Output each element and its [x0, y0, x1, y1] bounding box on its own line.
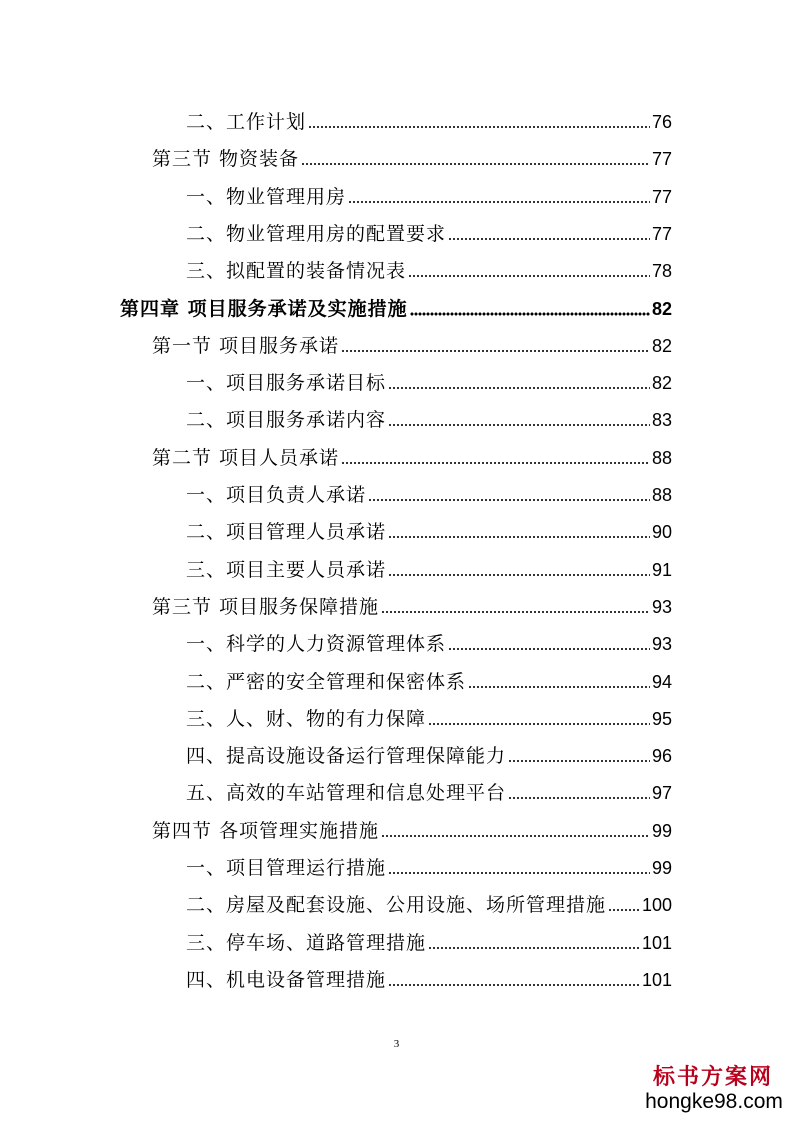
toc-entry-page: 77	[651, 187, 672, 207]
dot-leader	[341, 339, 650, 353]
toc-entry[interactable]	[186, 510, 672, 544]
dot-leader	[341, 451, 650, 465]
toc-entry-page: 93	[651, 597, 672, 617]
toc-entry-label: 一、物业管理用房	[186, 186, 347, 208]
dot-leader	[428, 936, 640, 950]
toc-entry-page: 83	[651, 410, 672, 430]
toc-entry[interactable]	[186, 921, 672, 955]
toc-entry[interactable]	[152, 324, 672, 358]
toc-entry[interactable]	[186, 100, 672, 134]
toc-entry-page: 82	[651, 373, 672, 393]
dot-leader	[388, 376, 650, 390]
toc-entry[interactable]	[186, 212, 672, 246]
toc-entry[interactable]	[186, 734, 672, 768]
toc-entry[interactable]	[186, 883, 672, 917]
dot-leader	[508, 786, 650, 800]
dot-leader	[388, 563, 650, 577]
toc-entry-page: 101	[641, 933, 672, 953]
dot-leader	[508, 749, 650, 763]
toc-entry[interactable]	[120, 287, 672, 321]
dot-leader	[301, 152, 650, 166]
toc-entry-page: 93	[651, 634, 672, 654]
toc-entry[interactable]	[186, 175, 672, 209]
toc-entry-page: 94	[651, 672, 672, 692]
toc-entry-label: 二、房屋及配套设施、公用设施、场所管理措施	[186, 894, 607, 916]
toc-entry-page: 99	[651, 858, 672, 878]
toc-entry[interactable]	[152, 137, 672, 171]
dot-leader	[388, 525, 650, 539]
toc-entry-page: 76	[651, 112, 672, 132]
dot-leader	[368, 488, 650, 502]
toc-entry-label: 一、项目管理运行措施	[186, 857, 387, 879]
toc-entry[interactable]	[186, 622, 672, 656]
toc-entry-label: 三、项目主要人员承诺	[186, 559, 387, 581]
toc-entry-label: 二、工作计划	[186, 111, 307, 133]
toc-entry-page: 82	[651, 336, 672, 356]
toc-entry-label: 三、停车场、道路管理措施	[186, 932, 427, 954]
toc-entry[interactable]	[152, 436, 672, 470]
dot-leader	[388, 413, 650, 427]
watermark-site-name: 标书方案网	[652, 1064, 773, 1090]
toc-entry-label: 二、项目管理人员承诺	[186, 521, 387, 543]
toc-entry-page: 101	[641, 970, 672, 990]
dot-leader	[448, 637, 650, 651]
dot-leader	[428, 712, 650, 726]
toc-entry-page: 95	[651, 709, 672, 729]
toc-entry-label: 二、项目服务承诺内容	[186, 409, 387, 431]
toc-entry-label: 第二节 项目人员承诺	[152, 447, 340, 469]
toc-entry-page: 96	[651, 746, 672, 766]
toc-entry-page: 90	[651, 522, 672, 542]
toc-entry-page: 88	[651, 485, 672, 505]
dot-leader	[381, 824, 650, 838]
dot-leader	[348, 190, 650, 204]
toc-entry-label: 第三节 物资装备	[152, 148, 300, 170]
toc-entry-label: 一、项目负责人承诺	[186, 484, 367, 506]
watermark-url: hongke98.com	[645, 1090, 783, 1113]
dot-leader	[388, 973, 640, 987]
dot-leader	[388, 861, 650, 875]
toc-entry-label: 四、提高设施设备运行管理保障能力	[186, 745, 507, 767]
toc-entry-label: 二、严密的安全管理和保密体系	[186, 671, 467, 693]
toc-entry[interactable]	[152, 809, 672, 843]
toc-entry[interactable]	[186, 771, 672, 805]
toc-entry-label: 四、机电设备管理措施	[186, 969, 387, 991]
toc-entry[interactable]	[186, 660, 672, 694]
toc-entry-label: 一、科学的人力资源管理体系	[186, 633, 447, 655]
toc-entry-page: 100	[641, 895, 672, 915]
toc-entry-page: 88	[651, 448, 672, 468]
dot-leader	[408, 264, 650, 278]
toc-entry-label: 五、高效的车站管理和信息处理平台	[186, 782, 507, 804]
toc-entry-label: 第四节 各项管理实施措施	[152, 820, 380, 842]
dot-leader	[410, 302, 650, 316]
toc-entry[interactable]	[152, 585, 672, 619]
toc-entry-label: 二、物业管理用房的配置要求	[186, 223, 447, 245]
dot-leader	[448, 227, 650, 241]
toc-entry-label: 第三节 项目服务保障措施	[152, 596, 380, 618]
toc-entry-label: 三、拟配置的装备情况表	[186, 260, 407, 282]
toc-entry-page: 77	[651, 149, 672, 169]
toc-entry-label: 一、项目服务承诺目标	[186, 372, 387, 394]
toc-entry-page: 82	[651, 299, 672, 319]
toc-entry[interactable]	[186, 398, 672, 432]
toc-entry[interactable]	[186, 249, 672, 283]
dot-leader	[608, 898, 640, 912]
toc-entry-page: 97	[651, 783, 672, 803]
page-number: 3	[393, 1038, 400, 1050]
toc-entry[interactable]	[186, 958, 672, 992]
toc-entry-label: 第一节 项目服务承诺	[152, 335, 340, 357]
toc-entry[interactable]	[186, 846, 672, 880]
dot-leader	[381, 600, 650, 614]
toc-entry-page: 77	[651, 224, 672, 244]
toc-entry-page: 78	[651, 261, 672, 281]
toc-entry-label: 第四章 项目服务承诺及实施措施	[120, 298, 408, 320]
toc-entry[interactable]	[186, 473, 672, 507]
toc-entry[interactable]	[186, 548, 672, 582]
toc-entry[interactable]	[186, 697, 672, 731]
toc-entry-page: 99	[651, 821, 672, 841]
toc-entry[interactable]	[186, 361, 672, 395]
dot-leader	[308, 115, 650, 129]
toc-entry-label: 三、人、财、物的有力保障	[186, 708, 427, 730]
toc-entry-page: 91	[651, 560, 672, 580]
dot-leader	[468, 675, 650, 689]
